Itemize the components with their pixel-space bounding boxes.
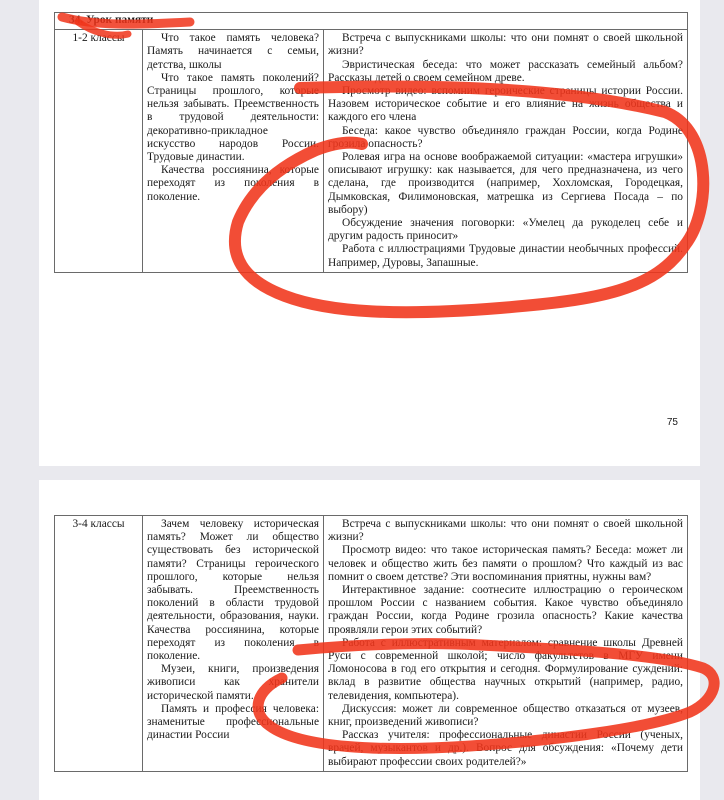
- activities-cell: [324, 30, 688, 273]
- activity-paragraph: Интерактивное задание: соотнесите иллюстрацию о героическом прошлом России с названием события. Какое чувство объединяло граждан России, когда Родине грозила опасность? Какие качества проявляли герои этих событий?: [328, 584, 683, 636]
- table-row: [55, 516, 688, 772]
- lesson-table-2: [54, 515, 688, 772]
- topic-paragraph: Память и профессия человека: знаменитые профессиональные династии России: [147, 702, 319, 742]
- document-page-75: [39, 0, 700, 466]
- grade-cell: 1-2 классы: [55, 30, 143, 273]
- topic-paragraph: Музеи, книги, произведения живописи как хранители исторической памяти.: [147, 663, 319, 702]
- activity-paragraph: Просмотр видео: вспомним героические страницы истории России. Назовем историческое событие и его влияние на жизнь общества и каждого его члена: [328, 85, 683, 124]
- lesson-title: 34. Урок памяти: [55, 13, 688, 30]
- activity-paragraph: Дискуссия: может ли современное общество отказаться от музеев, книг, произведений живописи?: [328, 702, 683, 729]
- topic-paragraph: Что такое память поколений? Страницы прошлого, которые нельзя забывать. Преемственность в трудовой деятельности: декоративно-прикладное искусство народов России. Трудовые династии.: [147, 71, 319, 164]
- activity-paragraph: Рассказ учителя: профессиональные династии России (ученых, врачей, музыкантов и др.). Вопрос для обсуждения: «Почему дети выбирают профессии своих родителей?»: [328, 729, 683, 768]
- activity-paragraph: Работа с иллюстративным материалом: сравнение школы Древней Руси с современной школой; число факультетов в МГУ имени Ломоносова в год его открытия и сегодня. Формулирование суждений: вклад в развитие общества научных открытий (например, радио, телевидения, компьютера).: [328, 636, 683, 702]
- activity-paragraph: Обсуждение значения поговорки: «Умелец да рукоделец себе и другим радость приносит»: [328, 217, 683, 243]
- topic-cell: [143, 30, 324, 273]
- lesson-table-1: [54, 12, 688, 273]
- topic-cell: [143, 516, 324, 772]
- activity-paragraph: Просмотр видео: что такое историческая память? Беседа: может ли человек и общество жить без памяти о прошлом? Что каждый из вас помнит о своем детстве? Эти воспоминания приятны, нужны вам?: [328, 544, 683, 583]
- lesson-title-row: [55, 13, 688, 30]
- document-page-76: [39, 480, 700, 800]
- activities-cell: [324, 516, 688, 772]
- topic-paragraph: Что такое память человека? Память начинается с семьи, детства, школы: [147, 32, 319, 71]
- activity-paragraph: Эвристическая беседа: что может рассказать семейный альбом? Рассказы детей о своем семейном древе.: [328, 58, 683, 84]
- topic-paragraph: Зачем человеку историческая память? Может ли общество существовать без исторической памяти? Страницы героического прошлого, которые нельзя забывать. Преемственность поколений в области трудовой деятельности, образования, науки. Качества россиянина, которые переходят из поколения в поколение.: [147, 518, 319, 663]
- activity-paragraph: Ролевая игра на основе воображаемой ситуации: «мастера игрушки» описывают игрушку: как называется, для чего предназначена, из чего сделана, где производится (например, Хохломская, Городецкая, Дымковская, Филимоновская, матрешка из Сергиева Посада – по выбору): [328, 151, 683, 216]
- activity-paragraph: Встреча с выпускниками школы: что они помнят о своей школьной жизни?: [328, 32, 683, 58]
- grade-cell: 3-4 классы: [55, 516, 143, 772]
- page-number: 75: [666, 417, 678, 428]
- activity-paragraph: Беседа: какое чувство объединяло граждан России, когда Родине грозила опасность?: [328, 124, 683, 150]
- table-row: [55, 30, 688, 273]
- topic-paragraph: Качества россиянина, которые переходят из поколения в поколение.: [147, 164, 319, 203]
- activity-paragraph: Работа с иллюстрациями Трудовые династии необычных профессий. Например, Дуровы, Запашные.: [328, 243, 683, 269]
- activity-paragraph: Встреча с выпускниками школы: что они помнят о своей школьной жизни?: [328, 518, 683, 544]
